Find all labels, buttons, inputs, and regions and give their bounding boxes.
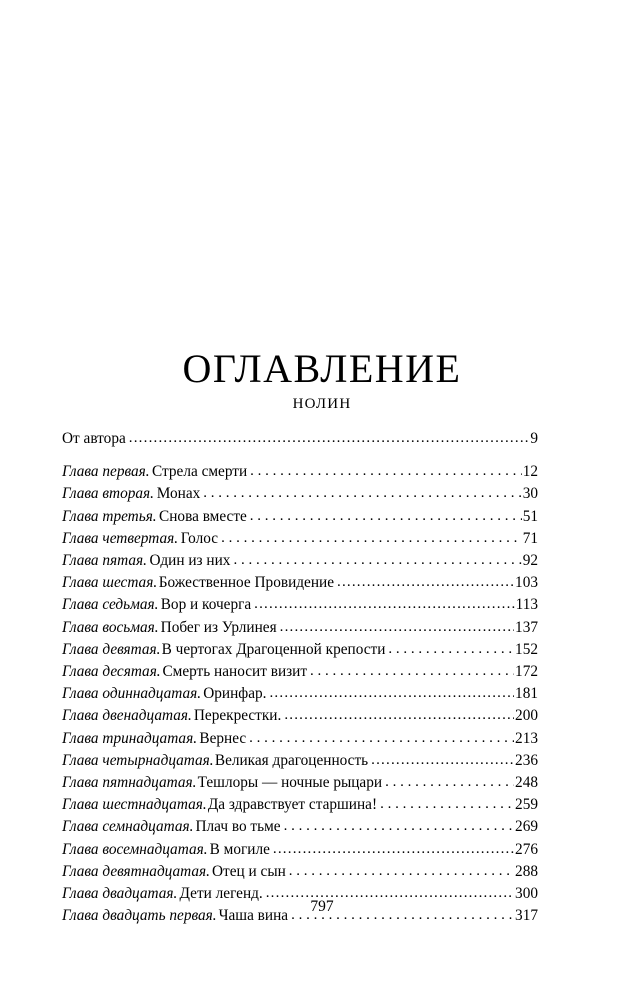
toc-entry-chapter: Глава десятая.: [62, 663, 161, 681]
toc-entry-page: 152: [515, 640, 538, 658]
toc-entry-page: 200: [515, 707, 538, 725]
toc-entry-title: Голос: [180, 529, 219, 547]
dot-leader: [250, 460, 522, 482]
dot-leader: [203, 482, 521, 504]
dot-leader: [289, 860, 514, 882]
dot-leader: [254, 593, 514, 615]
toc-entry-page: 248: [515, 774, 538, 792]
toc-entry: [62, 816, 538, 838]
toc-entry-chapter: Глава восемнадцатая.: [62, 840, 208, 858]
toc-entry-title: Вор и кочерга: [160, 596, 252, 614]
toc-entry: [62, 661, 538, 683]
toc-entry: [62, 483, 538, 505]
toc-entry-page: 9: [530, 430, 538, 447]
toc-entry-chapter: Глава девятая.: [62, 640, 161, 658]
dot-leader: [269, 682, 514, 704]
toc-entry-chapter: Глава семнадцатая.: [62, 818, 194, 836]
toc-entry-author: [62, 428, 538, 450]
toc-entry-chapter: Глава четырнадцатая.: [62, 751, 214, 769]
toc-entry-page: 259: [515, 796, 538, 814]
toc-entry-page: 103: [515, 574, 538, 592]
toc-entry-page: 288: [515, 862, 538, 880]
toc-entry-chapter: Глава пятнадцатая.: [62, 774, 197, 792]
toc-entry-page: 276: [515, 840, 538, 858]
toc-entry-chapter: Глава вторая.: [62, 485, 154, 503]
toc-entry-chapter: Глава двадцатая.: [62, 885, 178, 903]
toc-entry: [62, 528, 538, 550]
dot-leader: [284, 815, 514, 837]
toc-entry: [62, 639, 538, 661]
toc-entry: [62, 728, 538, 750]
toc-entry-chapter: Глава двадцать первая.: [62, 907, 217, 925]
toc-entry-page: 172: [515, 663, 538, 681]
dot-leader: [129, 427, 530, 449]
toc-entry-chapter: Глава шестнадцатая.: [62, 796, 207, 814]
toc-entry: [62, 861, 538, 883]
dot-leader: [280, 616, 514, 638]
toc-entry-chapter: Глава третья.: [62, 507, 157, 525]
toc-entry-title: Тешлоры — ночные рыцари: [197, 774, 383, 792]
toc-entry-chapter: Глава восьмая.: [62, 618, 159, 636]
toc-entry-title: Побег из Урлинея: [160, 618, 277, 636]
toc-entry-title: Монах: [156, 485, 201, 503]
toc-entry: [62, 572, 538, 594]
toc-entry-chapter: Глава четвертая.: [62, 529, 179, 547]
toc-entry-page: 92: [522, 552, 538, 570]
toc-entry-title: Плач во тьме: [195, 818, 281, 836]
toc-entry-page: 236: [515, 751, 538, 769]
dot-leader: [388, 638, 514, 660]
toc-entry-title: Божественное Провидение: [158, 574, 334, 592]
toc-entry-title: Великая драгоценность: [214, 751, 369, 769]
toc-entry-chapter: Глава шестая.: [62, 574, 158, 592]
dot-leader: [249, 727, 514, 749]
dot-leader: [385, 771, 514, 793]
toc-entry-title: Чаша вина: [218, 907, 289, 925]
dot-leader: [221, 527, 522, 549]
toc-entry-chapter: Глава тринадцатая.: [62, 729, 198, 747]
part-title: НОЛИН: [292, 396, 352, 412]
toc-entry: [62, 550, 538, 572]
dot-leader: [380, 793, 514, 815]
toc-entry: [62, 839, 538, 861]
toc-entry-page: 12: [522, 463, 538, 481]
toc-entry-page: 30: [522, 485, 538, 503]
toc-entry-title: Оринфар.: [203, 685, 267, 703]
toc-entry-page: 113: [515, 596, 538, 614]
page-title: ОГЛАВЛЕНИЕ: [182, 345, 462, 391]
toc-entry-list: [62, 461, 538, 927]
toc-entry: [62, 506, 538, 528]
toc-entry-page: 269: [515, 818, 538, 836]
toc-entry-title: Смерть наносит визит: [162, 663, 308, 681]
toc-entry: [62, 617, 538, 639]
dot-leader: [273, 838, 514, 860]
toc-entry-title: В могиле: [209, 840, 270, 858]
toc-entry-chapter: Глава девятнадцатая.: [62, 862, 210, 880]
toc-entry-label: От автора: [62, 430, 126, 447]
toc-entry-page: 213: [515, 729, 538, 747]
folio-page-number: 797: [310, 898, 334, 915]
toc-entry-chapter: Глава первая.: [62, 463, 150, 481]
toc-entry: [62, 772, 538, 794]
toc-entry-chapter: Глава седьмая.: [62, 596, 159, 614]
toc-entry-page: 71: [522, 529, 538, 547]
toc-entry-chapter: Глава двенадцатая.: [62, 707, 192, 725]
toc-entry: [62, 461, 538, 483]
toc-entry: [62, 705, 538, 727]
toc-entry-title: Вернес: [199, 729, 247, 747]
toc-entry-title: В чертогах Драгоценной крепости: [161, 640, 386, 658]
toc-entry-title: Да здравствует старшина!: [207, 796, 378, 814]
toc-entry-chapter: Глава одиннадцатая.: [62, 685, 202, 703]
dot-leader: [284, 704, 514, 726]
toc-entry-title: Отец и сын: [211, 862, 286, 880]
toc-entry: [62, 794, 538, 816]
toc-entry-page: 51: [522, 507, 538, 525]
toc-entry: [62, 594, 538, 616]
toc-entry-page: 137: [515, 618, 538, 636]
toc-entry-title: Один из них: [149, 552, 231, 570]
toc-entry-page: 300: [515, 885, 538, 903]
toc-entry-title: Перекрестки.: [193, 707, 282, 725]
toc-entry-title: Стрела смерти: [152, 463, 248, 481]
dot-leader: [310, 660, 514, 682]
table-of-contents: [62, 428, 538, 927]
toc-entry: [62, 683, 538, 705]
dot-leader: [250, 505, 522, 527]
toc-entry-page: 181: [515, 685, 538, 703]
toc-entry-title: Снова вместе: [159, 507, 247, 525]
toc-entry-title: Дети легенд.: [179, 885, 263, 903]
toc-entry-page: 317: [515, 907, 538, 925]
dot-leader: [371, 749, 514, 771]
dot-leader: [233, 549, 521, 571]
dot-leader: [337, 571, 514, 593]
toc-entry-chapter: Глава пятая.: [62, 552, 147, 570]
toc-entry: [62, 750, 538, 772]
